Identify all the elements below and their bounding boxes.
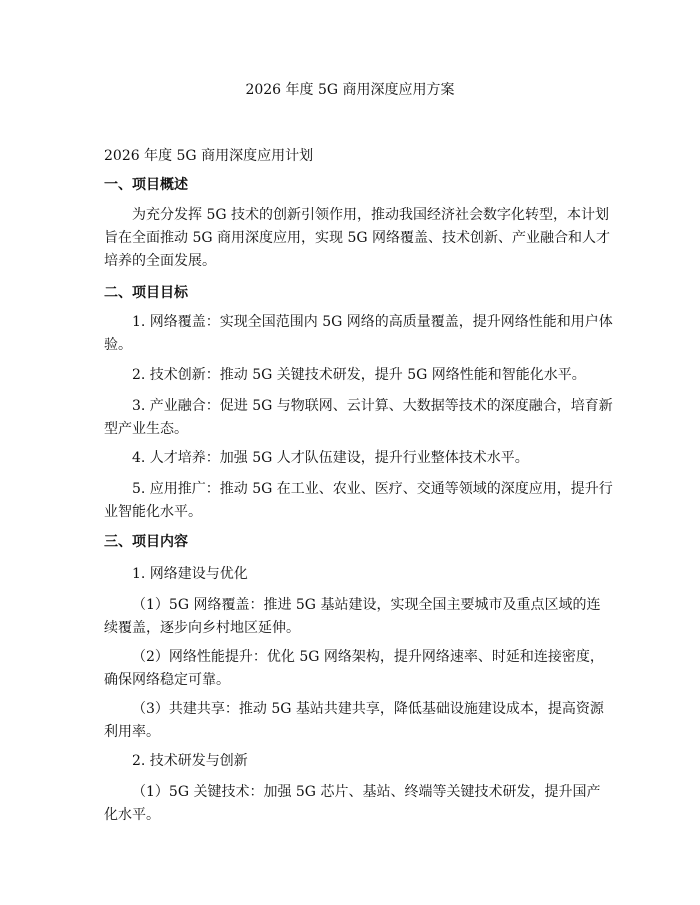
goal-item-5: 5. 应用推广：推动 5G 在工业、农业、医疗、交通等领域的深度应用，提升行业智能化水平。	[104, 481, 613, 520]
document-subtitle: 2026 年度 5G 商用深度应用计划	[104, 148, 314, 164]
section-heading-goals: 二、项目目标	[104, 285, 188, 301]
content-subheading-rnd: 2. 技术研发与创新	[132, 753, 248, 769]
content-subheading-network: 1. 网络建设与优化	[132, 566, 248, 582]
network-item-3: （3）共建共享：推动 5G 基站共建共享，降低基础设施建设成本，提高资源利用率。	[104, 701, 604, 740]
goal-item-2: 2. 技术创新：推动 5G 关键技术研发，提升 5G 网络性能和智能化水平。	[132, 367, 586, 383]
network-item-2: （2）网络性能提升：优化 5G 网络架构，提升网络速率、时延和连接密度，确保网络稳定可靠。	[104, 649, 604, 688]
document-title: 2026 年度 5G 商用深度应用方案	[245, 82, 455, 98]
goal-item-4: 4. 人才培养：加强 5G 人才队伍建设，提升行业整体技术水平。	[132, 450, 529, 466]
goal-item-1: 1. 网络覆盖：实现全国范围内 5G 网络的高质量覆盖，提升网络性能和用户体验。	[104, 314, 613, 353]
overview-paragraph: 为充分发挥 5G 技术的创新引领作用，推动我国经济社会数字化转型，本计划旨在全面推动 5G 商用深度应用，实现 5G 网络覆盖、技术创新、产业融合和人才培养的全面发展。	[104, 207, 610, 269]
network-item-1: （1）5G 网络覆盖：推进 5G 基站建设，实现全国主要城市及重点区域的连续覆盖，逐步向乡村地区延伸。	[104, 597, 601, 636]
section-heading-content: 三、项目内容	[104, 534, 188, 550]
rnd-item-1: （1）5G 关键技术：加强 5G 芯片、基站、终端等关键技术研发，提升国产化水平。	[104, 784, 601, 823]
goal-item-3: 3. 产业融合：促进 5G 与物联网、云计算、大数据等技术的深度融合，培育新型产业生态。	[104, 398, 613, 437]
section-heading-overview: 一、项目概述	[104, 177, 188, 193]
